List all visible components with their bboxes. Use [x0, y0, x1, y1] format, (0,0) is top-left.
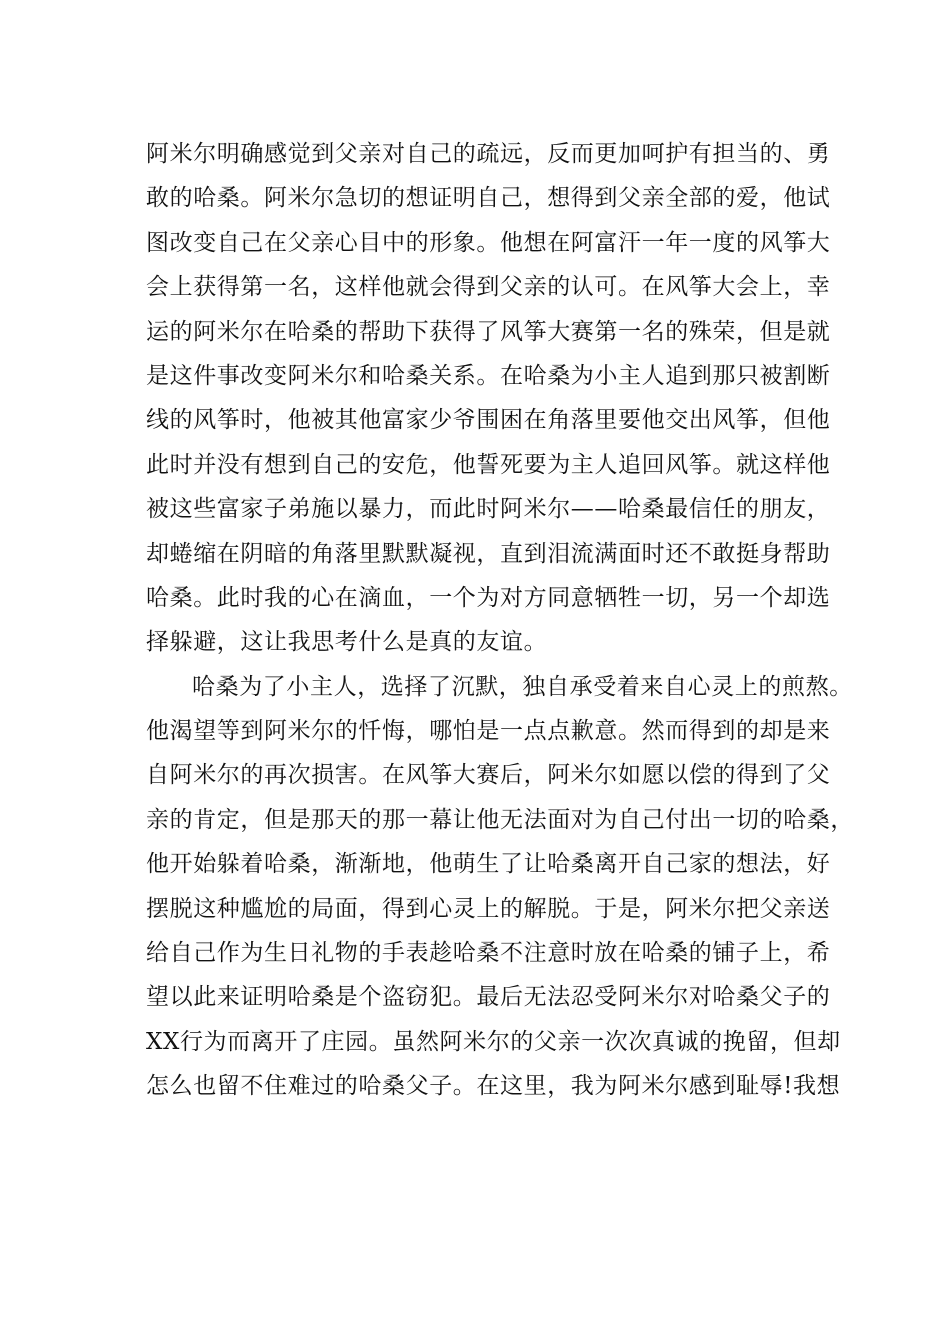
text-line: 摆脱这种尴尬的局面，得到心灵上的解脱。于是，阿米尔把父亲送	[146, 895, 831, 922]
text-line: 敢的哈桑。阿米尔急切的想证明自己，想得到父亲全部的爱，他试	[146, 185, 831, 212]
text-line: XX行为而离开了庄园。虽然阿米尔的父亲一次次真诚的挽留，但却	[146, 1028, 841, 1055]
text-line: 给自己作为生日礼物的手表趁哈桑不注意时放在哈桑的铺子上，希	[146, 940, 831, 967]
text-line: 却蜷缩在阴暗的角落里默默凝视，直到泪流满面时还不敢挺身帮助	[146, 540, 831, 567]
body-text	[146, 132, 854, 1109]
text-line: 运的阿米尔在哈桑的帮助下获得了风筝大赛第一名的殊荣，但是就	[146, 318, 831, 345]
text-line: 线的风筝时，他被其他富家少爷围困在角落里要他交出风筝，但他	[146, 407, 831, 434]
paragraph-start-line: 哈桑为了小主人，选择了沉默，独自承受着来自心灵上的煎熬。	[192, 673, 853, 700]
text-line: 会上获得第一名，这样他就会得到父亲的认可。在风筝大会上，幸	[146, 274, 831, 301]
text-line: 图改变自己在父亲心目中的形象。他想在阿富汗一年一度的风筝大	[146, 229, 831, 256]
text-line: 他渴望等到阿米尔的忏悔，哪怕是一点点歉意。然而得到的却是来	[146, 718, 831, 745]
text-line: 望以此来证明哈桑是个盗窃犯。最后无法忍受阿米尔对哈桑父子的	[146, 984, 831, 1011]
text-line: 怎么也留不住难过的哈桑父子。在这里，我为阿米尔感到耻辱!我想	[146, 1073, 841, 1100]
text-line: 是这件事改变阿米尔和哈桑关系。在哈桑为小主人追到那只被割断	[146, 362, 831, 389]
text-line: 他开始躲着哈桑，渐渐地，他萌生了让哈桑离开自己家的想法，好	[146, 851, 831, 878]
text-line: 被这些富家子弟施以暴力，而此时阿米尔——哈桑最信任的朋友，	[146, 496, 831, 523]
text-line: 择躲避，这让我思考什么是真的友谊。	[146, 629, 548, 656]
text-line: 哈桑。此时我的心在滴血，一个为对方同意牺牲一切，另一个却选	[146, 584, 831, 611]
text-line: 亲的肯定，但是那天的那一幕让他无法面对为自己付出一切的哈桑，	[146, 806, 854, 833]
text-line: 自阿米尔的再次损害。在风筝大赛后，阿米尔如愿以偿的得到了父	[146, 762, 831, 789]
text-line: 阿米尔明确感觉到父亲对自己的疏远，反而更加呵护有担当的、勇	[146, 141, 831, 167]
text-line: 此时并没有想到自己的安危，他誓死要为主人追回风筝。就这样他	[146, 451, 831, 478]
